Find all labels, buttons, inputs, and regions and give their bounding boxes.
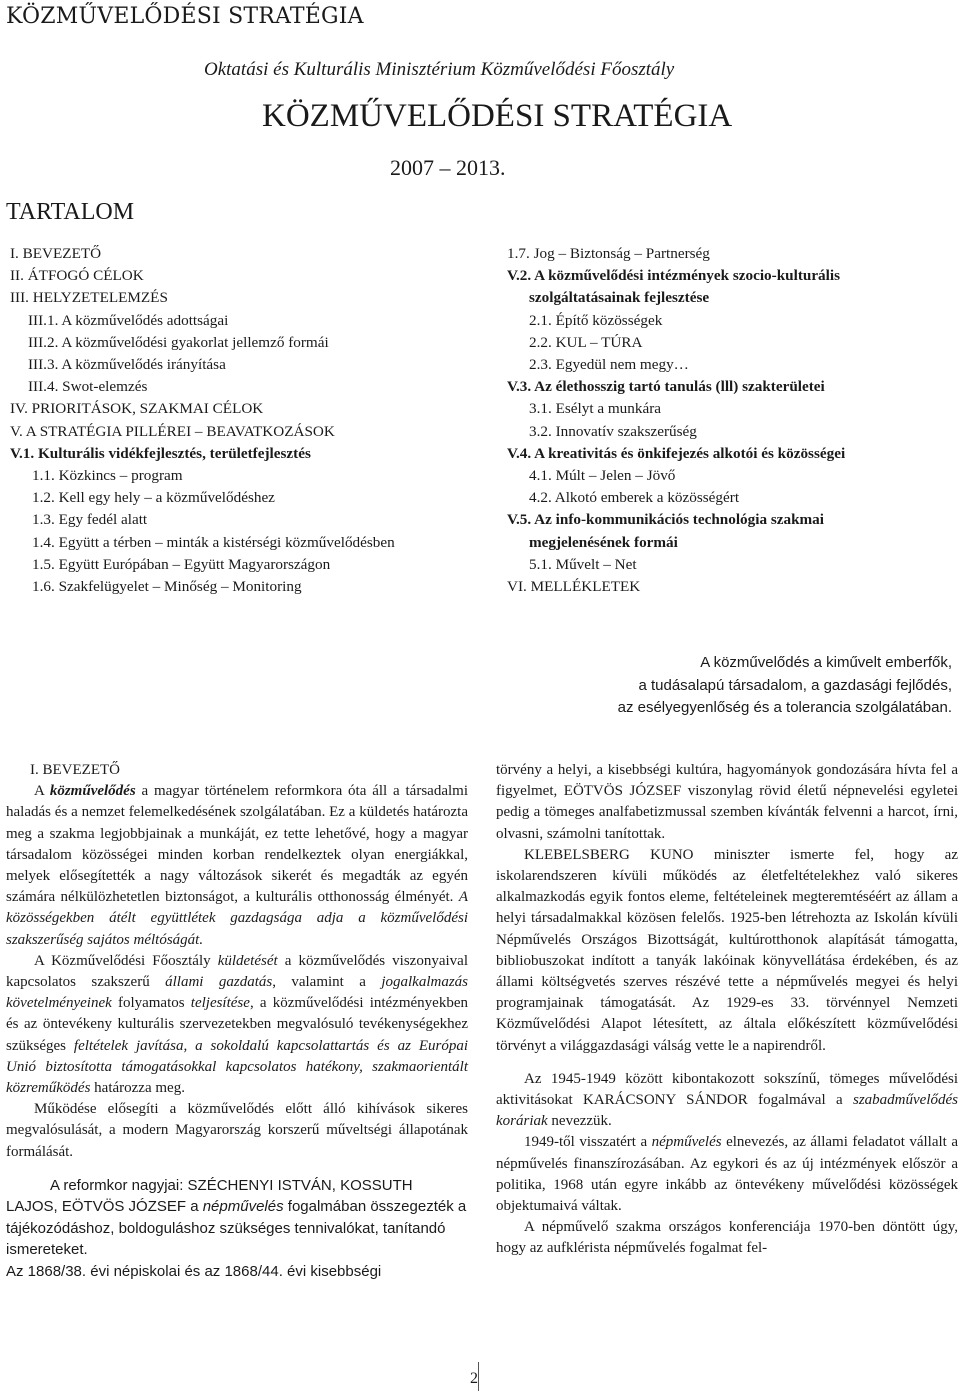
text-run: A Közművelődési Főosztály	[34, 952, 218, 969]
page-divider	[478, 1362, 479, 1391]
toc-entry: 1.2. Kell egy hely – a közművelődéshez	[32, 489, 275, 507]
toc-entry: 3.1. Esélyt a munkára	[529, 400, 662, 418]
text-run: , valamint a	[272, 974, 382, 991]
text-run: Az 1945-1949 között kibontakozott sokszínű, tömeges művelődési aktivitásokat KARÁCSONY SÁNDOR fogalmával a	[496, 1070, 958, 1109]
toc-entry: 1.5. Együtt Európában – Együtt Magyarországon	[32, 555, 331, 573]
emphasis: közművelődés	[49, 783, 136, 800]
toc-entry: szolgáltatásainak fejlesztése	[529, 289, 710, 307]
body-right-column	[496, 760, 958, 1260]
toc-entry: V.3. Az élethosszig tartó tanulás (lll) szakterületei	[507, 378, 825, 396]
motto-line: az esélyegyenlőség és a tolerancia szolgálatában.	[617, 699, 952, 716]
paragraph: KLEBELSBERG KUNO miniszter ismerte fel, hogy az iskolarendszeren kívüli működés az életfeltételekhez való sikeres alkalmazkodás egyik fontos eleme, feltételeinek megteremtéséért az állam a helyi társadalmakkal közösen felelős. 1925-ben létrehozta az Iskolán kívüli Népművelés Országos Bizottságát, kultúrotthonok alapítását támogatta, bibliobuszokat indított a tanyák lakóinak könyvellátása érdekében, és az állami költségvetés szerves részévé tette a népművelés megyei és helyi programjainak támogatását. Az 1929-es 33. törvénnyel Nemzeti Közművelődési Alapot létesített, az általa előkészített közművelődési törvényt a világgazdasági válság vette le a napirendről.	[496, 846, 958, 1054]
text-run: , a közművelődési intézményekben és az öntevékeny kulturális szervezetekben megvalósuló tevékenységekhez szükséges	[6, 995, 468, 1054]
toc-entry: III.2. A közművelődési gyakorlat jellemző formái	[28, 333, 329, 351]
toc-entry: 1.7. Jog – Biztonság – Partnerség	[507, 245, 710, 262]
toc-entry: VI. MELLÉKLETEK	[507, 578, 641, 596]
toc-left-column	[10, 243, 480, 598]
reform-paragraph	[6, 1175, 468, 1283]
emphasis: jogalkalmazás követelményeinek	[6, 974, 468, 1012]
toc-entry: 4.2. Alkotó emberek a közösségért	[529, 489, 740, 507]
text-run: nevezzük.	[547, 1113, 612, 1130]
toc-entry: III.3. A közművelődés irányítása	[28, 356, 226, 374]
toc-entry: V.2. A közművelődési intézmények szocio-kulturális	[507, 267, 841, 285]
document-running-title: KÖZMŰVELŐDÉSI STRATÉGIA	[6, 4, 364, 29]
paragraph: A népművelő szakma országos konferenciája 1970-ben döntött úgy, hogy az aufklérista népművelés fogalmat fel-	[496, 1219, 958, 1257]
toc-entry: V.5. Az info-kommunikációs technológia szakmai	[507, 511, 824, 529]
toc-entry: megjelenésének formái	[529, 533, 678, 551]
toc-entry: V.4. A kreativitás és önkifejezés alkotói és közösségei	[507, 444, 846, 462]
toc-entry: 2.3. Egyedül nem megy…	[529, 356, 689, 374]
toc-entry: III.1. A közművelődés adottságai	[28, 311, 229, 329]
paragraph	[496, 1132, 958, 1217]
toc-entry: V.1. Kulturális vidékfejlesztés, területfejlesztés	[10, 444, 311, 462]
toc-entry: 1.1. Közkincs – program	[32, 467, 183, 485]
paragraph	[496, 1069, 958, 1133]
text-run: határozza meg.	[90, 1080, 185, 1097]
section-heading: I. BEVEZETŐ	[30, 762, 120, 778]
motto-line: A közművelődés a kiművelt emberfők,	[700, 654, 952, 671]
paragraph: Az 1868/38. évi népiskolai és az 1868/44. évi kisebbségi	[6, 1262, 382, 1280]
toc-entry: 3.2. Innovatív szakszerűség	[529, 422, 697, 440]
text-run: 1949-től visszatért a	[524, 1134, 652, 1151]
text-run: folyamatos	[111, 995, 191, 1012]
toc-entry: 1.6. Szakfelügyelet – Minőség – Monitoring	[32, 578, 302, 596]
emphasis: A közösségekben átélt együttlétek gazdagsága adja a közművelődési szakszerűség sajátos méltóságát.	[6, 889, 468, 948]
toc-entry: III.4. Swot-elemzés	[28, 378, 148, 396]
toc-entry: I. BEVEZETŐ	[10, 245, 102, 262]
emphasis: szabadművelődés koráriak	[496, 1092, 958, 1130]
emphasis: küldetését	[217, 952, 278, 969]
strategy-period: 2007 – 2013.	[390, 155, 506, 180]
emphasis: népművelés	[651, 1134, 722, 1151]
motto-line: a tudásalapú társadalom, a gazdasági fejlődés,	[638, 676, 952, 694]
paragraph: törvény a helyi, a kisebbségi kultúra, hagyományok gondozására hívta fel a figyelmet, EÖTVÖS JÓZSEF viszonylag rövid életű népnevelési egyletei pedig a tömeges analfabetizmussal szemben kívánták felvenni a harcot, írni, olvasni, számolni tanítottak.	[496, 762, 958, 842]
toc-entry: 2.1. Építő közösségek	[529, 311, 663, 329]
toc-entry: IV. PRIORITÁSOK, SZAKMAI CÉLOK	[10, 400, 264, 418]
emphasis: teljesítése	[190, 995, 250, 1012]
ministry-name: Oktatási és Kulturális Minisztérium Közművelődési Főosztály	[204, 59, 675, 80]
text-run: fogalmában összegezték a tájékozódáshoz, boldoguláshoz szükséges tennivalókat, tanítandó ismereteket.	[6, 1198, 467, 1259]
text-run: A reformkor nagyjai: SZÉCHENYI ISTVÁN, KOSSUTH LAJOS, EÖTVÖS JÓZSEF a	[6, 1176, 413, 1216]
toc-entry: 2.2. KUL – TÚRA	[529, 333, 643, 351]
paragraph	[6, 781, 468, 951]
text-run: A	[34, 783, 50, 800]
spacer	[6, 1163, 468, 1175]
emphasis: feltételek javítása, a sokoldalú kapcsolattartás és az Európai Unió biztosította támogatásokkal kapcsolatos hatékony, szakmaorientált közreműködés	[6, 1037, 468, 1097]
motto	[540, 652, 952, 720]
toc-entry: 1.3. Egy fedél alatt	[32, 511, 148, 529]
toc-entry: 5.1. Művelt – Net	[529, 555, 637, 573]
toc-entry: V. A STRATÉGIA PILLÉREI – BEAVATKOZÁSOK	[10, 422, 335, 440]
toc-right-column	[507, 243, 957, 598]
emphasis: népművelés	[202, 1198, 284, 1216]
toc-entry: 4.1. Múlt – Jelen – Jövő	[529, 467, 676, 485]
page-number: 2	[470, 1370, 478, 1387]
toc-entry: 1.4. Együtt a térben – minták a kistérségi közművelődésben	[32, 533, 395, 551]
emphasis: állami gazdatás	[165, 974, 273, 991]
toc-entry: III. HELYZETELEMZÉS	[10, 289, 168, 307]
toc-entry: II. ÁTFOGÓ CÉLOK	[10, 267, 144, 285]
page-title: KÖZMŰVELŐDÉSI STRATÉGIA	[262, 98, 733, 134]
text-run: a közművelődés viszonyaival kapcsolatos szakszerű	[6, 952, 468, 991]
text-run: elnevezés, az állami feladatot vállalt a népművelés finanszírozásában. Az egykori és az új intézmények először a politika, 1968 után egyre inkább az öntevékeny művelődési közösségek objektumaivá váltak.	[496, 1134, 958, 1215]
paragraph: Működése elősegíti a közművelődés előtt álló kihívások sikeres megvalósulását, a modern Magyarország korszerű műveltségi állapotának formálását.	[6, 1101, 468, 1160]
toc-heading: TARTALOM	[6, 199, 135, 225]
body-left-column	[6, 760, 468, 1282]
paragraph	[6, 951, 468, 1099]
text-run: a magyar történelem reformkora óta áll a társadalmi haladás és a nemzet felemelkedésének szolgálatában. Ez a küldetés határozta meg a szakma legjobbjainak a munkáját, ez tette lehetővé, hogy a magyar társadalom közösségei minden korban rendelkeztek olyan energiákkal, melyek elősegítették a nagy változások sikerét és megadták az egyén számára nélkülözhetetlen biztonságot, a kulturális otthonosság élményét.	[6, 783, 468, 906]
spacer	[496, 1057, 958, 1069]
